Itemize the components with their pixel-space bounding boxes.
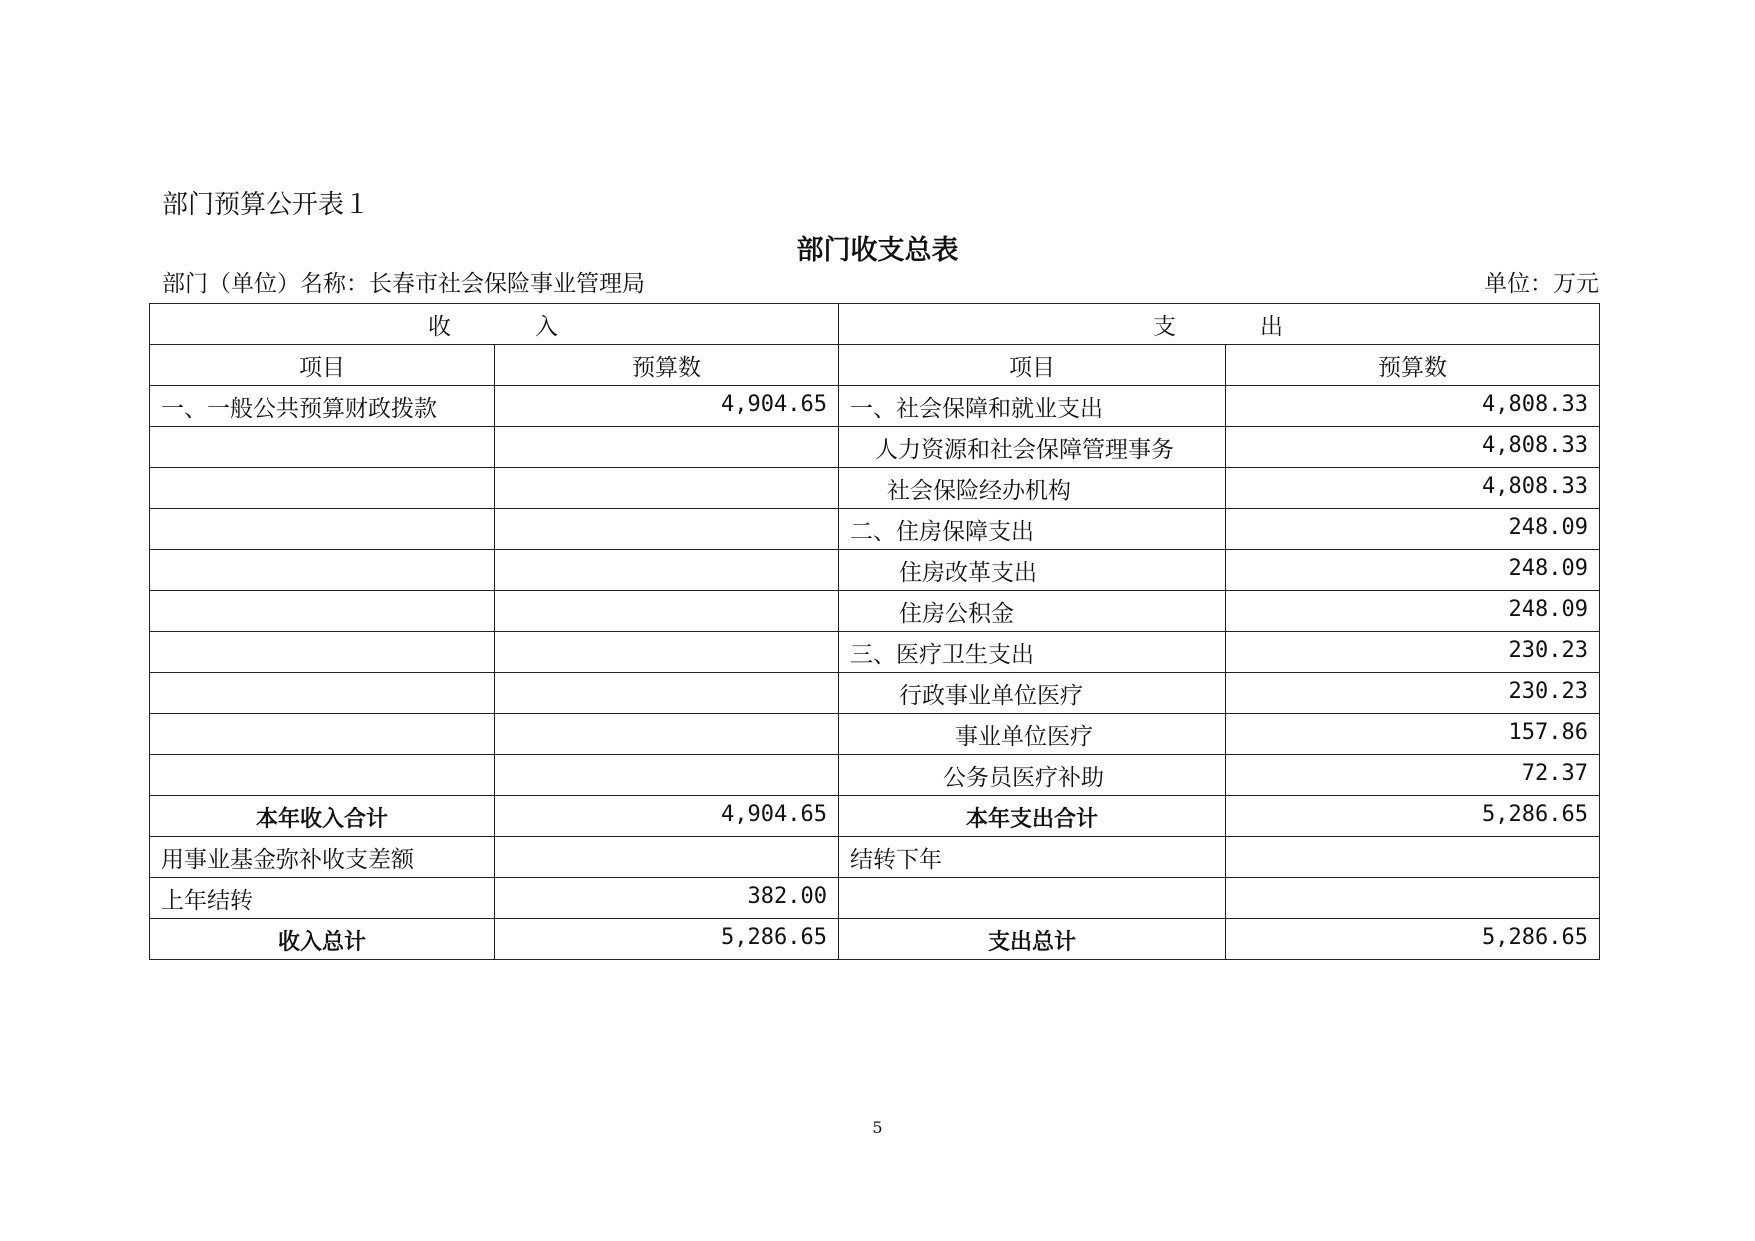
expense-subtotal-label: 本年支出合计	[839, 796, 1226, 837]
table-row	[150, 714, 1600, 755]
table-row	[150, 632, 1600, 673]
table-row	[150, 837, 1600, 878]
table-caption: 部门预算公开表１	[162, 190, 371, 220]
expense-item: 二、住房保障支出	[839, 509, 1226, 550]
table-row	[150, 550, 1600, 591]
expense-value	[1226, 878, 1600, 919]
page-title: 部门收支总表	[796, 235, 959, 266]
expense-item: 社会保险经办机构	[839, 468, 1226, 509]
table-row	[150, 509, 1600, 550]
expense-value: 4,808.33	[1226, 386, 1600, 427]
expense-item: 三、医疗卫生支出	[839, 632, 1226, 673]
income-budget-header: 预算数	[495, 345, 839, 386]
income-item	[150, 550, 495, 591]
unit-label: 单位：万元	[1484, 271, 1599, 297]
income-value	[495, 632, 839, 673]
income-value	[495, 837, 839, 878]
expense-section-header	[839, 304, 1600, 345]
income-section-char-1: 收	[428, 313, 453, 340]
table-row	[150, 755, 1600, 796]
expense-item: 住房改革支出	[839, 550, 1226, 591]
income-item	[150, 755, 495, 796]
income-item: 上年结转	[150, 878, 495, 919]
income-subtotal-label: 本年收入合计	[150, 796, 495, 837]
income-item: 用事业基金弥补收支差额	[150, 837, 495, 878]
income-value	[495, 509, 839, 550]
expense-item: 行政事业单位医疗	[839, 673, 1226, 714]
budget-table	[149, 303, 1600, 960]
income-value: 382.00	[495, 878, 839, 919]
expense-section-char-2: 出	[1260, 313, 1285, 340]
expense-item: 住房公积金	[839, 591, 1226, 632]
expense-total-label: 支出总计	[839, 919, 1226, 960]
income-item	[150, 714, 495, 755]
expense-value: 230.23	[1226, 673, 1600, 714]
table-row	[150, 878, 1600, 919]
income-value	[495, 468, 839, 509]
expense-item: 事业单位医疗	[839, 714, 1226, 755]
column-header-row	[150, 345, 1600, 386]
expense-value: 4,808.33	[1226, 468, 1600, 509]
section-header-row	[150, 304, 1600, 345]
department-name: 部门（单位）名称：长春市社会保险事业管理局	[162, 271, 645, 297]
expense-value	[1226, 837, 1600, 878]
income-section-header	[150, 304, 839, 345]
expense-item: 人力资源和社会保障管理事务	[839, 427, 1226, 468]
income-value	[495, 550, 839, 591]
expense-value: 157.86	[1226, 714, 1600, 755]
income-item	[150, 427, 495, 468]
expense-item: 结转下年	[839, 837, 1226, 878]
table-row	[150, 386, 1600, 427]
income-section-char-2: 入	[535, 313, 560, 340]
income-value	[495, 673, 839, 714]
expense-section-char-1: 支	[1153, 313, 1178, 340]
expense-item: 一、社会保障和就业支出	[839, 386, 1226, 427]
income-item	[150, 632, 495, 673]
expense-budget-header: 预算数	[1226, 345, 1600, 386]
income-item-header: 项目	[150, 345, 495, 386]
income-item	[150, 509, 495, 550]
expense-item: 公务员医疗补助	[839, 755, 1226, 796]
income-total-label: 收入总计	[150, 919, 495, 960]
table-row	[150, 468, 1600, 509]
subtotal-row	[150, 796, 1600, 837]
table-row	[150, 427, 1600, 468]
income-item	[150, 468, 495, 509]
expense-total-value: 5,286.65	[1226, 919, 1600, 960]
expense-value: 248.09	[1226, 509, 1600, 550]
grand-total-row	[150, 919, 1600, 960]
income-value	[495, 755, 839, 796]
page-number: 5	[872, 1118, 883, 1137]
table-row	[150, 673, 1600, 714]
expense-value: 4,808.33	[1226, 427, 1600, 468]
income-value	[495, 591, 839, 632]
income-item	[150, 591, 495, 632]
income-item	[150, 673, 495, 714]
expense-subtotal-value: 5,286.65	[1226, 796, 1600, 837]
income-value	[495, 427, 839, 468]
table-row	[150, 591, 1600, 632]
expense-item-header: 项目	[839, 345, 1226, 386]
income-total-value: 5,286.65	[495, 919, 839, 960]
income-value	[495, 714, 839, 755]
expense-value: 248.09	[1226, 550, 1600, 591]
income-item: 一、一般公共预算财政拨款	[150, 386, 495, 427]
expense-value: 72.37	[1226, 755, 1600, 796]
expense-item	[839, 878, 1226, 919]
expense-value: 248.09	[1226, 591, 1600, 632]
income-subtotal-value: 4,904.65	[495, 796, 839, 837]
income-value: 4,904.65	[495, 386, 839, 427]
expense-value: 230.23	[1226, 632, 1600, 673]
